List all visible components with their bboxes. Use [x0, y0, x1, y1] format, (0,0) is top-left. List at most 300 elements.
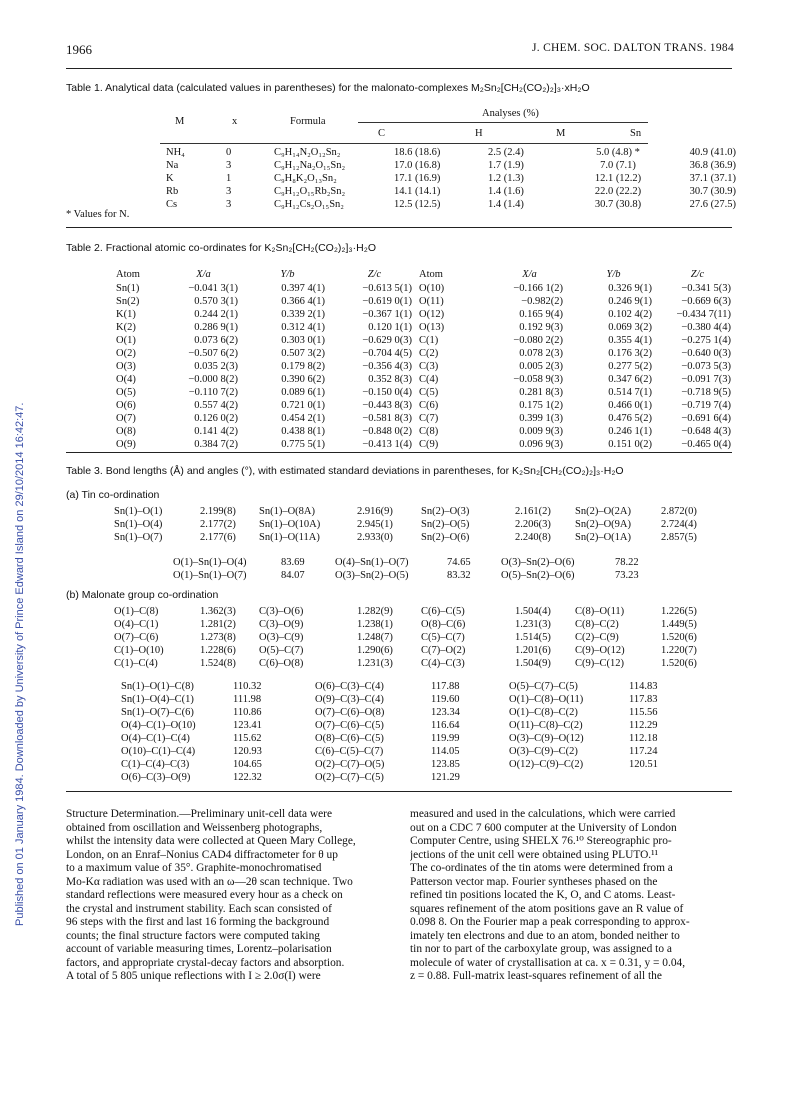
table2-bottom-rule — [66, 452, 732, 453]
table3-a-angle-cell: 74.65 — [447, 557, 471, 568]
table3-b-angle-cell: 121.29 — [431, 772, 460, 783]
table2-row — [115, 386, 737, 399]
table3-b-angles — [120, 680, 670, 784]
table3-a-bond-cell: 2.240(8) — [515, 532, 551, 543]
table2-cell: 0.179 8(2) — [281, 361, 325, 372]
table2-cell: 0.454 2(1) — [281, 413, 325, 424]
table2-header-cell: Y/b — [280, 268, 295, 280]
table3-b-angle-cell: 116.64 — [431, 720, 460, 731]
table2-cell: K(2) — [116, 322, 136, 333]
table3-b-angle-row — [120, 732, 670, 745]
table2-row — [115, 334, 737, 347]
table2-row — [115, 295, 737, 308]
table1-row — [165, 172, 737, 185]
table3-caption: Table 3. Bond lengths (Å) and angles (°), with estimated standard deviations in parentheses, for K₂Sn₂[CH₂(CO₂)₂]₃·H₂O — [66, 465, 624, 477]
table2-cell: −0.669 6(3) — [681, 296, 731, 307]
table2-cell: −0.091 7(3) — [681, 374, 731, 385]
table3-a-angle-cell: 83.32 — [447, 570, 471, 581]
table2-cell: 0.244 2(1) — [194, 309, 238, 320]
table3-a-bond-cell: 2.199(8) — [200, 506, 236, 517]
table3-b-angle-cell: 111.98 — [233, 694, 262, 705]
table1-analyses-rule — [358, 122, 648, 123]
table1-cell: 30.7 (30.9) — [689, 186, 736, 197]
table3-b-bond-cell: O(5)–C(7) — [259, 645, 304, 656]
body-line: to a maximum value of 35°. Graphite-monochromatised — [66, 862, 322, 874]
table3-b-bond-cell: 1.514(5) — [515, 632, 551, 643]
table2-cell: 0.078 2(3) — [519, 348, 563, 359]
table3-b-angle-cell: O(3)–C(9)–O(12) — [509, 733, 584, 744]
table1-cell: 7.0 (7.1) — [600, 160, 636, 171]
table1-cell: 3 — [226, 186, 232, 197]
table3-b-bond-cell: O(3)–C(9) — [259, 632, 304, 643]
table1-analyses-label: Analyses (%) — [482, 108, 539, 119]
table2-cell: 0.339 2(1) — [281, 309, 325, 320]
table3-b-angle-cell: 119.99 — [431, 733, 460, 744]
table3-b-angle-cell: O(6)–C(3)–O(9) — [121, 772, 191, 783]
table3-b-angle-cell: O(12)–C(9)–C(2) — [509, 759, 584, 770]
table3-a-angle-cell: 73.23 — [615, 570, 639, 581]
body-line: tin nor to part of the carboxylate group, was assigned to a — [410, 943, 672, 955]
table2-cell: O(11) — [419, 296, 444, 307]
table3-b-angle-cell: O(2)–C(7)–O(5) — [315, 759, 385, 770]
table3-b-angle-cell: 112.18 — [629, 733, 658, 744]
table2-cell: 0.352 8(3) — [368, 374, 412, 385]
table1-col-m: M — [175, 116, 185, 127]
body-line: factors, and appropriate crystal-decay factors and absorption. — [66, 956, 345, 969]
table2-cell: 0.281 8(3) — [519, 387, 563, 398]
table2-cell: C(2) — [419, 348, 439, 359]
table2-cell: 0.009 9(3) — [519, 426, 563, 437]
table3-b-angle-cell: 123.34 — [431, 707, 460, 718]
table2-row — [115, 438, 737, 451]
table2-cell: −0.718 9(5) — [681, 387, 731, 398]
table2-cell: 0.096 9(3) — [519, 439, 563, 450]
table2-cell: −0.719 7(4) — [681, 400, 731, 411]
table3-a-angle-row — [172, 569, 656, 582]
table1-cell: 36.8 (36.9) — [689, 160, 736, 171]
table3-a-angle-cell: O(3)–Sn(2)–O(5) — [335, 570, 409, 581]
body-line: imately ten electrons and due to an atom, bonded neither to — [410, 929, 680, 942]
table1-cell: 30.7 (30.8) — [594, 199, 642, 210]
table3-a-bond-row — [113, 531, 712, 544]
table3-a-angles — [172, 556, 656, 582]
table3-a-bond-row — [113, 518, 712, 531]
table2-cell: 0.176 3(2) — [608, 348, 652, 359]
body-line: molecule of water of crystallisation at ca. x = 0.31, y = 0.04, — [410, 956, 686, 969]
table2-cell: 0.035 2(3) — [194, 361, 238, 372]
table1-cell: C₉H₁₂Na₂O₁₅Sn₂ — [274, 160, 346, 171]
table1-cell: NH₄ — [166, 147, 185, 158]
table2-cell: 0.126 0(2) — [194, 413, 238, 424]
table2-cell: 0.246 1(1) — [608, 426, 652, 437]
table3-b-angle-cell: O(4)–C(1)–O(10) — [121, 720, 196, 731]
table3-b-angle-cell: 115.56 — [629, 707, 658, 718]
table2-cell: O(3) — [116, 361, 136, 372]
table2-header-cell: Z/c — [690, 268, 705, 280]
table3-b-bond-cell: 1.504(4) — [515, 606, 551, 617]
table2-cell: 0.347 6(2) — [608, 374, 652, 385]
table3-a-bond-cell: 2.872(0) — [661, 506, 697, 517]
table2-cell: O(10) — [419, 283, 445, 294]
table2-cell: −0.166 1(2) — [513, 283, 563, 294]
table3-b-bond-cell: C(7)–O(2) — [421, 645, 466, 656]
table1-body — [165, 146, 737, 211]
table3-a-angle-cell: O(1)–Sn(1)–O(4) — [173, 557, 247, 568]
table2-caption: Table 2. Fractional atomic co-ordinates for K₂Sn₂[CH₂(CO₂)₂]₃·H₂O — [66, 242, 376, 254]
body-line: London, on an Enraf–Nonius CAD4 diffractometer for θ up — [66, 848, 338, 861]
table1-cell: Na — [166, 160, 179, 171]
table3-b-angle-cell: O(8)–C(6)–C(5) — [315, 733, 384, 744]
table2-cell: O(12) — [419, 309, 445, 320]
table2-cell: 0.557 4(2) — [194, 400, 238, 411]
table2-cell: 0.476 5(2) — [608, 413, 652, 424]
table2-cell: 0.366 4(1) — [281, 296, 325, 307]
table3-b-bond-cell: C(6)–C(5) — [421, 606, 465, 617]
table2-cell: −0.648 4(3) — [681, 426, 731, 437]
table1-footnote: * Values for N. — [66, 209, 130, 220]
table3-b-bond-cell: 1.449(5) — [661, 619, 697, 630]
table2-cell: 0.141 4(2) — [194, 426, 238, 437]
table1-cell: 1.2 (1.3) — [488, 173, 524, 184]
table2-cell: C(4) — [419, 374, 439, 385]
table2-cell: 0.775 5(1) — [281, 439, 325, 450]
table2-cell: O(2) — [116, 348, 136, 359]
table3-b-angle-cell: O(10)–C(1)–C(4) — [121, 746, 196, 757]
table2-cell: −0.341 5(3) — [681, 283, 731, 294]
body-line: 0.098 8. On the Fourier map a peak corresponding to approx- — [410, 916, 690, 928]
table2-cell: C(5) — [419, 387, 439, 398]
table2-cell: −0.073 5(3) — [681, 361, 731, 372]
table2-cell: 0.277 5(2) — [608, 361, 652, 372]
table1-subheader: M — [556, 128, 566, 139]
table3-a-bond-cell: 2.857(5) — [661, 532, 697, 543]
table3-b-angle-cell: O(4)–C(1)–C(4) — [121, 733, 190, 744]
table3-a-bond-cell: 2.945(1) — [357, 519, 393, 530]
table3-b-angle-cell: 115.62 — [233, 733, 262, 744]
table3-a-angle-cell: O(5)–Sn(2)–O(6) — [501, 570, 575, 581]
table1-bottom-rule — [66, 227, 732, 228]
table3-b-angle-row — [120, 693, 670, 706]
table3-b-angle-cell — [508, 771, 628, 784]
table2-header-cell: X/a — [522, 268, 537, 280]
table1-row — [165, 185, 737, 198]
table1-header-rule — [160, 143, 648, 144]
table2-cell: −0.691 6(4) — [681, 413, 731, 424]
table3-section-a: (a) Tin co-ordination — [66, 489, 160, 501]
table2-row — [115, 360, 737, 373]
table3-b-bond-cell: C(9)–O(12) — [575, 645, 625, 656]
table3-b-angle-cell: O(7)–C(6)–O(8) — [315, 707, 385, 718]
table2-cell: −0.982(2) — [521, 296, 563, 307]
table2-cell: C(9) — [419, 439, 439, 450]
table1-cell: 1.4 (1.4) — [488, 199, 524, 210]
table1-cell: 17.1 (16.9) — [394, 173, 441, 184]
table1-cell: 40.9 (41.0) — [689, 147, 736, 158]
table3-a-angle-cell: O(1)–Sn(1)–O(7) — [173, 570, 247, 581]
table3-b-bond-cell: C(3)–O(9) — [259, 619, 304, 630]
table3-a-angle-cell: 83.69 — [281, 557, 305, 568]
body-line: the crystal and instrument stability. Each scan consisted of — [66, 902, 332, 915]
table3-a-bond-row — [113, 505, 712, 518]
table2-cell: O(5) — [116, 387, 136, 398]
table2-cell: −0.041 3(1) — [188, 283, 238, 294]
table1-cell: C₉H₁₂O₁₅Rb₂Sn₂ — [274, 186, 346, 197]
table1-row — [165, 159, 737, 172]
table3-b-angle-cell: 114.83 — [629, 681, 658, 692]
table1-cell: 1.7 (1.9) — [488, 160, 524, 171]
table2-cell: −0.080 2(2) — [513, 335, 563, 346]
body-line: account of variable measuring times, Lorentz–polarisation — [66, 943, 332, 955]
table1-cell: 3 — [226, 160, 232, 171]
table2-cell: −0.443 8(3) — [362, 400, 412, 411]
table3-b-bond-row — [113, 631, 712, 644]
table2-cell: 0.303 0(1) — [281, 335, 325, 346]
table3-b-bond-cell: C(2)–C(9) — [575, 632, 619, 643]
table2-row — [115, 321, 737, 334]
table2-cell: −0.110 7(2) — [188, 387, 238, 398]
table3-b-angle-cell: O(7)–C(6)–C(5) — [315, 720, 384, 731]
page-number: 1966 — [66, 42, 92, 57]
table3-b-angle-cell: 104.65 — [233, 759, 262, 770]
table3-a-bond-cell: Sn(1)–O(11A) — [259, 532, 320, 543]
table3-a-bond-cell: 2.177(6) — [200, 532, 236, 543]
table2-cell: 0.102 4(2) — [608, 309, 652, 320]
table2-cell: −0.640 0(3) — [681, 348, 731, 359]
table1-subheader: C — [378, 128, 386, 139]
table3-a-bonds — [113, 505, 712, 544]
table1-cell: 12.1 (12.2) — [594, 173, 642, 184]
table2-header-cell: Atom — [419, 268, 443, 280]
table2-cell: −0.000 8(2) — [188, 374, 238, 385]
table3-b-bond-cell: 1.282(9) — [357, 606, 393, 617]
table2-cell: −0.367 1(1) — [362, 309, 412, 320]
table1-col-x: x — [232, 116, 238, 127]
table2-cell: 0.514 7(1) — [608, 387, 652, 398]
table2-cell: 0.466 0(1) — [608, 400, 652, 411]
body-line: Patterson vector map. Fourier syntheses phased on the — [410, 875, 658, 888]
body-right-column — [410, 808, 732, 984]
body-line: The co-ordinates of the tin atoms were determined from a — [410, 862, 673, 874]
table1-cell: 5.0 (4.8) * — [596, 147, 640, 158]
table2-cell: 0.312 4(1) — [281, 322, 325, 333]
table3-b-bond-cell: 1.362(3) — [200, 606, 236, 617]
table3-b-angle-cell: 110.32 — [233, 681, 262, 692]
table3-b-angle-cell: O(2)–C(7)–C(5) — [315, 772, 384, 783]
table3-b-bond-cell: 1.201(6) — [515, 645, 551, 656]
body-line: whilst the intensity data were collected at Queen Mary College, — [66, 835, 356, 847]
table2-cell: O(9) — [116, 439, 136, 450]
table3-b-bond-cell: O(7)–C(6) — [114, 632, 159, 643]
table2-cell: K(1) — [116, 309, 136, 320]
table3-b-angle-cell: O(9)–C(3)–C(4) — [315, 694, 384, 705]
table3-a-angle-row — [172, 556, 656, 569]
table3-b-angle-cell — [628, 771, 670, 784]
table2-row — [115, 399, 737, 412]
table3-b-angle-cell: O(3)–C(9)–C(2) — [509, 746, 578, 757]
table1-cell: 22.0 (22.2) — [594, 186, 642, 197]
table2-cell: 0.438 8(1) — [281, 426, 325, 437]
table3-a-bond-cell: 2.177(2) — [200, 519, 236, 530]
table3-b-angle-row — [120, 680, 670, 693]
table3-b-bond-cell: 1.504(9) — [515, 658, 551, 669]
provenance-note: Published on 01 January 1984. Downloaded by University of Prince Edward Island on 29/10/2014 16:42:47. — [14, 402, 26, 926]
table2-cell: 0.151 0(2) — [608, 439, 652, 450]
table2-cell: O(8) — [116, 426, 136, 437]
table3-b-bond-cell: C(1)–O(10) — [114, 645, 164, 656]
header-rule — [66, 68, 732, 69]
table3-b-bond-row — [113, 644, 712, 657]
table2-cell: 0.246 9(1) — [608, 296, 652, 307]
table3-b-angle-cell: 120.51 — [629, 759, 658, 770]
table3-b-bond-cell: C(5)–C(7) — [421, 632, 465, 643]
body-line: jections of the unit cell were obtained using PLUTO.¹¹ — [410, 848, 658, 861]
body-line: out on a CDC 7 600 computer at the University of London — [410, 821, 677, 834]
table1-cell: 1.4 (1.6) — [488, 186, 524, 197]
table2-cell: 0.721 0(1) — [281, 400, 325, 411]
body-line: measured and used in the calculations, which were carried — [410, 808, 676, 820]
table2-cell: O(1) — [116, 335, 136, 346]
table3-a-angle-cell: O(4)–Sn(1)–O(7) — [335, 557, 409, 568]
table3-b-angle-cell: 117.83 — [629, 694, 658, 705]
table3-b-bond-cell: C(4)–C(3) — [421, 658, 465, 669]
table1-row — [165, 198, 737, 211]
table2-cell: 0.390 6(2) — [281, 374, 325, 385]
table3-a-bond-cell: Sn(2)–O(5) — [421, 519, 470, 530]
table2-row — [115, 412, 737, 425]
body-line: Structure Determination.—Preliminary unit-cell data were — [66, 808, 333, 820]
table3-b-bond-cell: C(8)–C(2) — [575, 619, 619, 630]
table2-row — [115, 373, 737, 386]
table3-b-angle-cell: 120.93 — [233, 746, 262, 757]
table3-b-bond-cell: O(8)–C(6) — [421, 619, 466, 630]
table1-row — [165, 146, 737, 159]
table3-a-bond-cell: 2.206(3) — [515, 519, 551, 530]
table2-cell: −0.581 8(3) — [362, 413, 412, 424]
table3-b-angle-cell: 119.60 — [431, 694, 460, 705]
table2-header-cell: Atom — [116, 268, 140, 280]
table3-a-bond-cell: Sn(1)–O(7) — [114, 532, 163, 543]
table3-b-angle-row — [120, 745, 670, 758]
table3-b-angle-cell: 114.05 — [431, 746, 460, 757]
table3-a-bond-cell: Sn(1)–O(10A) — [259, 519, 321, 530]
table2-header-cell: Y/b — [606, 268, 621, 280]
table2-cell: 0.286 9(1) — [194, 322, 238, 333]
table2-cell: 0.089 6(1) — [281, 387, 325, 398]
table2-cell: −0.380 4(4) — [681, 322, 731, 333]
table3-b-bond-cell: O(4)–C(1) — [114, 619, 159, 630]
table3-b-angle-cell: 122.32 — [233, 772, 262, 783]
table2-cell: 0.570 3(1) — [194, 296, 238, 307]
table3-a-bond-cell: 2.916(9) — [357, 506, 393, 517]
table2-cell: O(7) — [116, 413, 136, 424]
table2-cell: −0.619 0(1) — [362, 296, 412, 307]
table2-cell: −0.507 6(2) — [188, 348, 238, 359]
table2-cell: −0.058 9(3) — [513, 374, 563, 385]
table2-cell: 0.175 1(2) — [519, 400, 563, 411]
table3-a-bond-cell: 2.933(0) — [357, 532, 393, 543]
table2-cell: O(6) — [116, 400, 136, 411]
table1-cell: C₉H₈K₂O₁₃Sn₂ — [274, 173, 337, 184]
table2-cell: 0.192 9(3) — [519, 322, 563, 333]
table3-b-angle-row — [120, 758, 670, 771]
table1-cell: C₉H₁₄N₂O₁₂Sn₂ — [274, 147, 341, 158]
table3-b-angle-cell: 112.29 — [629, 720, 658, 731]
table2-cell: 0.507 3(2) — [281, 348, 325, 359]
table1-subheader: Sn — [630, 128, 642, 139]
table2-row — [115, 282, 737, 295]
table3-b-angle-cell: O(5)–C(7)–C(5) — [509, 681, 578, 692]
table3-b-bond-cell: C(9)–C(12) — [575, 658, 624, 669]
table3-b-bond-row — [113, 605, 712, 618]
table3-a-bond-cell: Sn(2)–O(2A) — [575, 506, 631, 517]
table3-b-bond-cell: C(6)–O(8) — [259, 658, 304, 669]
body-left-column — [66, 808, 383, 984]
table3-a-bond-cell: Sn(1)–O(8A) — [259, 506, 315, 517]
journal-header: J. CHEM. SOC. DALTON TRANS. 1984 — [531, 42, 734, 54]
table3-b-angle-cell: 110.86 — [233, 707, 262, 718]
table2-cell: 0.399 1(3) — [519, 413, 563, 424]
table3-a-bond-cell: 2.724(4) — [661, 519, 697, 530]
table2-cell: 0.073 6(2) — [194, 335, 238, 346]
table2-row — [115, 425, 737, 438]
table2-cell: 0.384 7(2) — [194, 439, 238, 450]
body-line: 96 steps with the first and last 16 forming the background — [66, 916, 330, 928]
table2-cell: −0.629 0(3) — [362, 335, 412, 346]
table1-cell: K — [166, 173, 174, 184]
table2-header-cell: Z/c — [367, 268, 382, 280]
table2-cell: 0.326 9(1) — [608, 283, 652, 294]
table3-b-bond-cell: C(8)–O(11) — [575, 606, 625, 617]
table3-b-bond-cell: 1.520(6) — [661, 632, 697, 643]
table3-section-b: (b) Malonate group co-ordination — [66, 589, 219, 601]
table2 — [115, 266, 737, 451]
table1-caption: Table 1. Analytical data (calculated values in parentheses) for the malonato-complexes M₂Sn₂[CH₂(CO₂)₂]₃·xH₂O — [66, 82, 590, 94]
table2-cell: −0.434 7(11) — [676, 309, 731, 320]
table1-subheader: H — [475, 128, 483, 139]
table3-b-bond-cell: 1.281(2) — [200, 619, 236, 630]
table3-b-angle-cell: C(6)–C(5)–C(7) — [315, 746, 384, 757]
body-line: squares refinement of the atom positions gave an R value of — [410, 902, 684, 915]
table1-cell: 14.1 (14.1) — [394, 186, 441, 197]
table1-cell: 3 — [226, 199, 232, 210]
table3-b-bond-cell: 1.231(3) — [515, 619, 551, 630]
table3-bottom-rule — [66, 791, 732, 792]
table2-cell: −0.275 1(4) — [681, 335, 731, 346]
body-line: refined tin positions located the K, O, and C atoms. Least- — [410, 889, 676, 901]
table2-cell: −0.356 4(3) — [362, 361, 412, 372]
table3-a-angle-cell: 84.07 — [281, 570, 305, 581]
table3-b-bond-cell: 1.226(5) — [661, 606, 697, 617]
table3-b-bond-cell: O(1)–C(8) — [114, 606, 159, 617]
table2-cell: C(8) — [419, 426, 439, 437]
table3-a-bond-cell: Sn(1)–O(1) — [114, 506, 163, 517]
table2-cell: −0.704 4(5) — [362, 348, 412, 359]
table3-b-angle-cell: Sn(1)–O(7)–C(6) — [121, 707, 194, 718]
table3-b-angle-cell: C(1)–C(4)–C(3) — [121, 759, 190, 770]
body-line: A total of 5 805 unique reflections with I ≥ 2.0σ(I) were — [66, 970, 321, 982]
table3-b-bond-cell: 1.238(1) — [357, 619, 393, 630]
table3-a-bond-cell: Sn(2)–O(6) — [421, 532, 470, 543]
table3-a-bond-cell: Sn(2)–O(1A) — [575, 532, 631, 543]
table3-b-bond-cell: 1.248(7) — [357, 632, 393, 643]
body-line: obtained from oscillation and Weissenberg photographs, — [66, 821, 323, 834]
table2-cell: 0.005 2(3) — [519, 361, 563, 372]
table2-cell: −0.848 0(2) — [362, 426, 412, 437]
table1-cell: 0 — [226, 147, 232, 158]
body-line: counts; the final structure factors were computed taking — [66, 929, 320, 942]
table1-cell: Rb — [166, 186, 179, 197]
table1-cell: Cs — [166, 199, 178, 210]
